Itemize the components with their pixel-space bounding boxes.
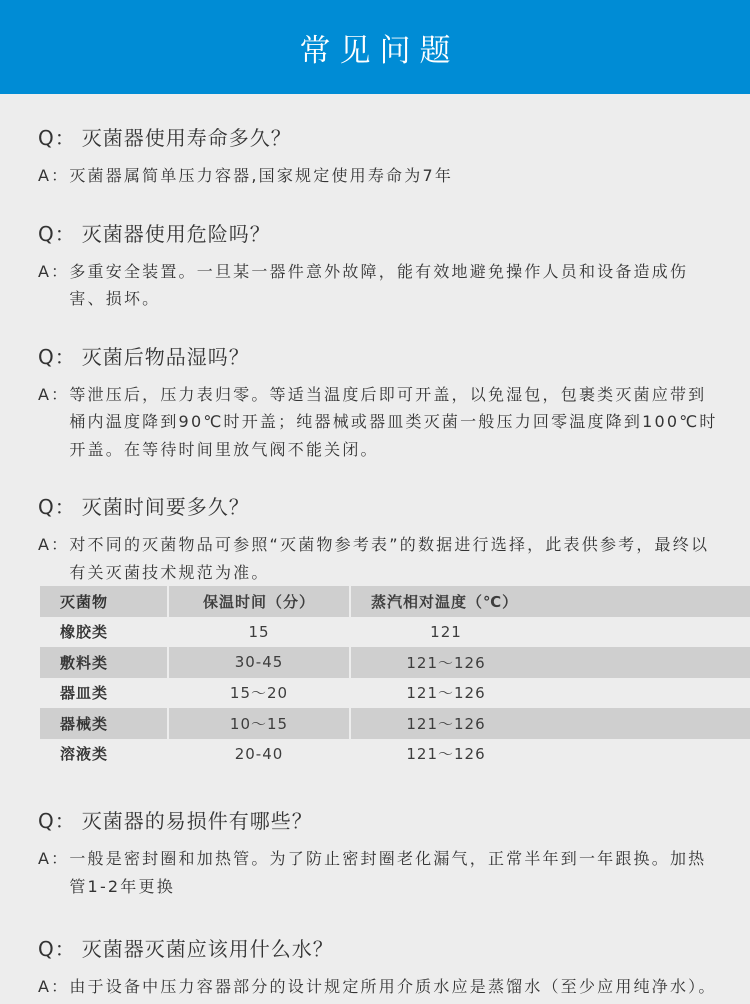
table-row xyxy=(40,708,750,739)
page-header xyxy=(0,0,750,94)
answer-text: 一般是密封圈和加热管。为了防止密封圈老化漏气，正常半年到一年跟换。加热管1-2年更换 xyxy=(69,849,707,896)
answer-text: 多重安全装置。一旦某一器件意外故障，能有效地避免操作人员和设备造成伤害、损坏。 xyxy=(69,261,689,308)
column-header-time: 保温时间（分） xyxy=(168,586,350,617)
answer-line xyxy=(38,162,734,190)
answer-label: A： xyxy=(38,849,70,868)
question-label: Q： xyxy=(38,937,76,961)
question-text: 灭菌后物品湿吗？ xyxy=(81,344,250,369)
question-label: Q： xyxy=(38,126,76,150)
question-text: 灭菌时间要多久？ xyxy=(81,495,250,519)
question-text: 灭菌器灭菌应该用什么水？ xyxy=(81,937,334,961)
question-text: 灭菌器使用寿命多久？ xyxy=(81,126,292,150)
faq-item-lifespan xyxy=(38,124,734,190)
cell-material: 器械类 xyxy=(40,708,168,739)
answer-text: 对不同的灭菌物品可参照“灭菌物参考表”的数据进行选择，此表供参考，最终以有关灭菌技术规范为准。 xyxy=(69,535,710,582)
answer-label: A： xyxy=(38,535,70,554)
answer-label: A： xyxy=(38,261,70,281)
faq-item-wear-parts xyxy=(38,807,734,900)
cell-time: 20-40 xyxy=(168,739,350,770)
answer-label: A： xyxy=(38,977,70,996)
table-row xyxy=(40,739,750,770)
answer-label: A： xyxy=(38,166,70,185)
cell-temperature: 121～126 xyxy=(406,684,486,703)
answer-line xyxy=(38,531,734,586)
cell-temperature: 121 xyxy=(430,622,462,641)
answer-text: 等泄压后，压力表归零。等适当温度后即可开盖，以免湿包，包裹类灭菌应带到桶内温度降到90℃时开盖；纯器械或器皿类灭菌一般压力回零温度降到100℃时开盖。在等待时间里放气阀不能关闭。 xyxy=(69,384,718,459)
answer-line xyxy=(38,381,734,464)
cell-time: 10～15 xyxy=(168,708,350,739)
question-line xyxy=(38,807,734,835)
cell-material: 橡胶类 xyxy=(40,617,168,648)
question-line xyxy=(38,935,734,963)
table-row xyxy=(40,678,750,709)
faq-item-sterilize-time xyxy=(38,493,734,586)
question-text: 灭菌器的易损件有哪些？ xyxy=(81,809,313,833)
cell-time: 30-45 xyxy=(168,647,350,678)
cell-time: 15 xyxy=(168,617,350,648)
question-label: Q： xyxy=(38,221,76,246)
cell-temperature: 121～126 xyxy=(406,714,486,733)
column-header-temperature: 蒸汽相对温度（℃） xyxy=(350,586,750,617)
cell-temperature: 121～126 xyxy=(406,745,486,764)
answer-line xyxy=(38,258,734,313)
cell-material: 敷料类 xyxy=(40,647,168,678)
question-line xyxy=(38,343,734,371)
question-text: 灭菌器使用危险吗？ xyxy=(81,221,271,246)
table-header-row xyxy=(40,586,750,617)
answer-text: 由于设备中压力容器部分的设计规定所用介质水应是蒸馏水（至少应用纯净水）。 xyxy=(69,977,717,996)
faq-item-water-type xyxy=(38,935,734,1001)
page-title: 常见问题 xyxy=(299,32,460,69)
answer-text: 灭菌器属简单压力容器,国家规定使用寿命为7年 xyxy=(69,166,454,185)
faq-section xyxy=(0,94,750,1001)
sterilization-reference-table xyxy=(40,586,750,769)
question-line xyxy=(38,493,734,521)
question-label: Q： xyxy=(38,495,76,519)
table-row xyxy=(40,617,750,648)
cell-temperature: 121～126 xyxy=(406,653,486,672)
question-line xyxy=(38,124,734,152)
answer-label: A： xyxy=(38,384,70,404)
faq-item-wet-items xyxy=(38,343,734,464)
cell-time: 15～20 xyxy=(168,678,350,709)
question-label: Q： xyxy=(38,344,76,369)
question-label: Q： xyxy=(38,809,76,833)
cell-material: 溶液类 xyxy=(40,739,168,770)
faq-item-danger xyxy=(38,220,734,313)
table-row xyxy=(40,647,750,678)
cell-material: 器皿类 xyxy=(40,678,168,709)
question-line xyxy=(38,220,734,248)
answer-line xyxy=(38,845,734,900)
answer-line xyxy=(38,973,734,1001)
column-header-material: 灭菌物 xyxy=(40,586,168,617)
